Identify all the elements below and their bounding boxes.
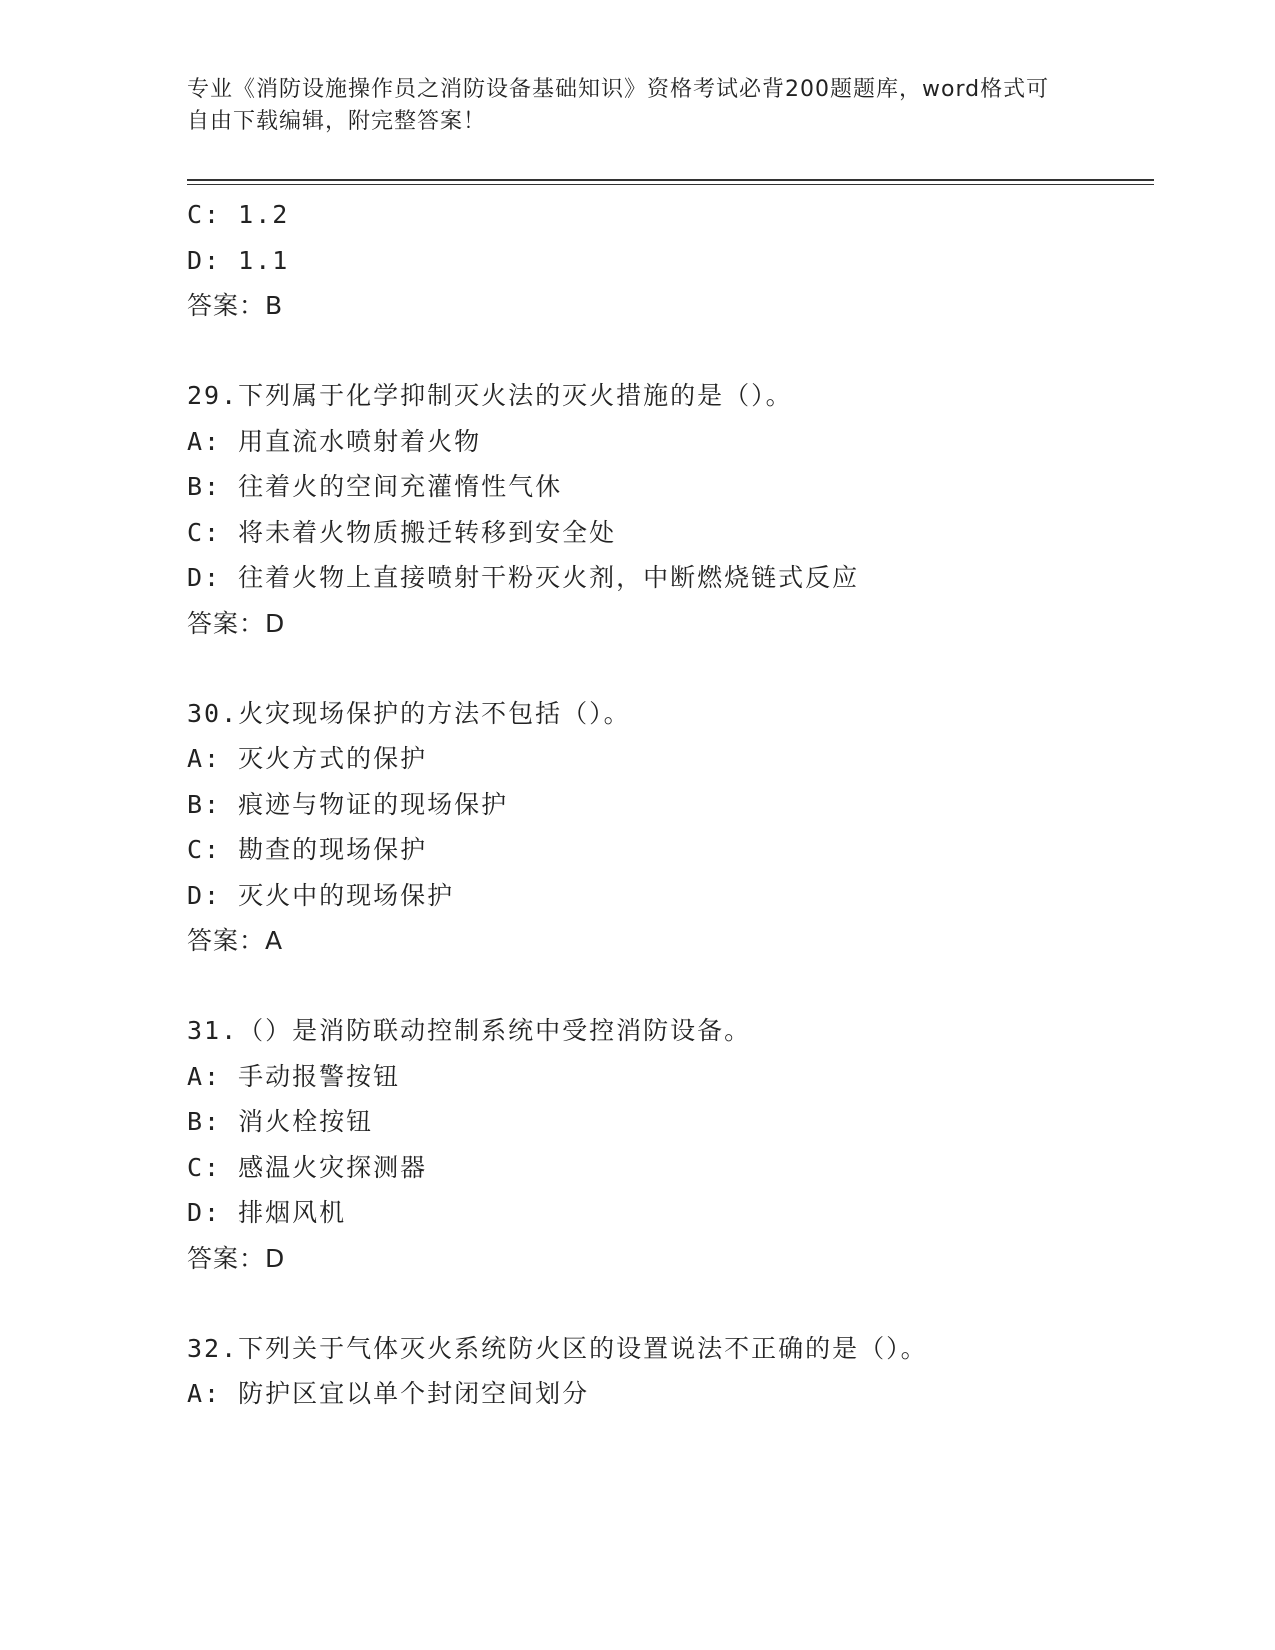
- document-header: 专业《消防设施操作员之消防设备基础知识》资格考试必背200题题库，word格式可自由下载编辑，附完整答案！: [187, 77, 1050, 134]
- question-text: 30.火灾现场保护的方法不包括（）。: [187, 698, 631, 728]
- block-spacer: [187, 329, 1147, 373]
- answer-line: 答案：A: [187, 926, 284, 955]
- question-block: [187, 1326, 1147, 1417]
- option-d: D: 1.1: [187, 245, 290, 275]
- question-block: [187, 192, 1147, 329]
- block-spacer: [187, 1282, 1147, 1326]
- option-a: A: 防护区宜以单个封闭空间划分: [187, 1379, 590, 1408]
- question-block: [187, 1008, 1147, 1282]
- option-b: B: 痕迹与物证的现场保护: [187, 789, 509, 819]
- option-c: C: 感温火灾探测器: [187, 1152, 428, 1182]
- question-text: 29.下列属于化学抑制灭火法的灭火措施的是（）。: [187, 381, 793, 410]
- option-a: A: 手动报警按钮: [187, 1061, 401, 1091]
- option-c: C: 勘查的现场保护: [187, 835, 428, 864]
- option-a: A: 灭火方式的保护: [187, 744, 428, 773]
- option-a: A: 用直流水喷射着火物: [187, 426, 482, 456]
- option-c: C: 1.2: [187, 200, 290, 229]
- header-divider-thin: [187, 184, 1154, 185]
- question-block: [187, 373, 1147, 647]
- question-block: [187, 691, 1147, 965]
- option-d: D: 灭火中的现场保护: [187, 880, 455, 910]
- option-d: D: 排烟风机: [187, 1198, 347, 1227]
- option-c: C: 将未着火物质搬迁转移到安全处: [187, 517, 617, 547]
- block-spacer: [187, 647, 1147, 691]
- question-list: [187, 192, 1147, 1417]
- question-text: 32.下列关于气体灭火系统防火区的设置说法不正确的是（）。: [187, 1333, 928, 1363]
- option-d: D: 往着火物上直接喷射干粉灭火剂，中断燃烧链式反应: [187, 563, 860, 592]
- answer-line: 答案：D: [187, 608, 286, 638]
- option-b: B: 往着火的空间充灌惰性气休: [187, 472, 563, 501]
- answer-line: 答案：D: [187, 1243, 286, 1273]
- header-divider-thick: [187, 179, 1154, 181]
- option-b: B: 消火栓按钮: [187, 1107, 374, 1136]
- answer-line: 答案：B: [187, 291, 284, 320]
- question-text: 31.（）是消防联动控制系统中受控消防设备。: [187, 1016, 752, 1045]
- block-spacer: [187, 964, 1147, 1008]
